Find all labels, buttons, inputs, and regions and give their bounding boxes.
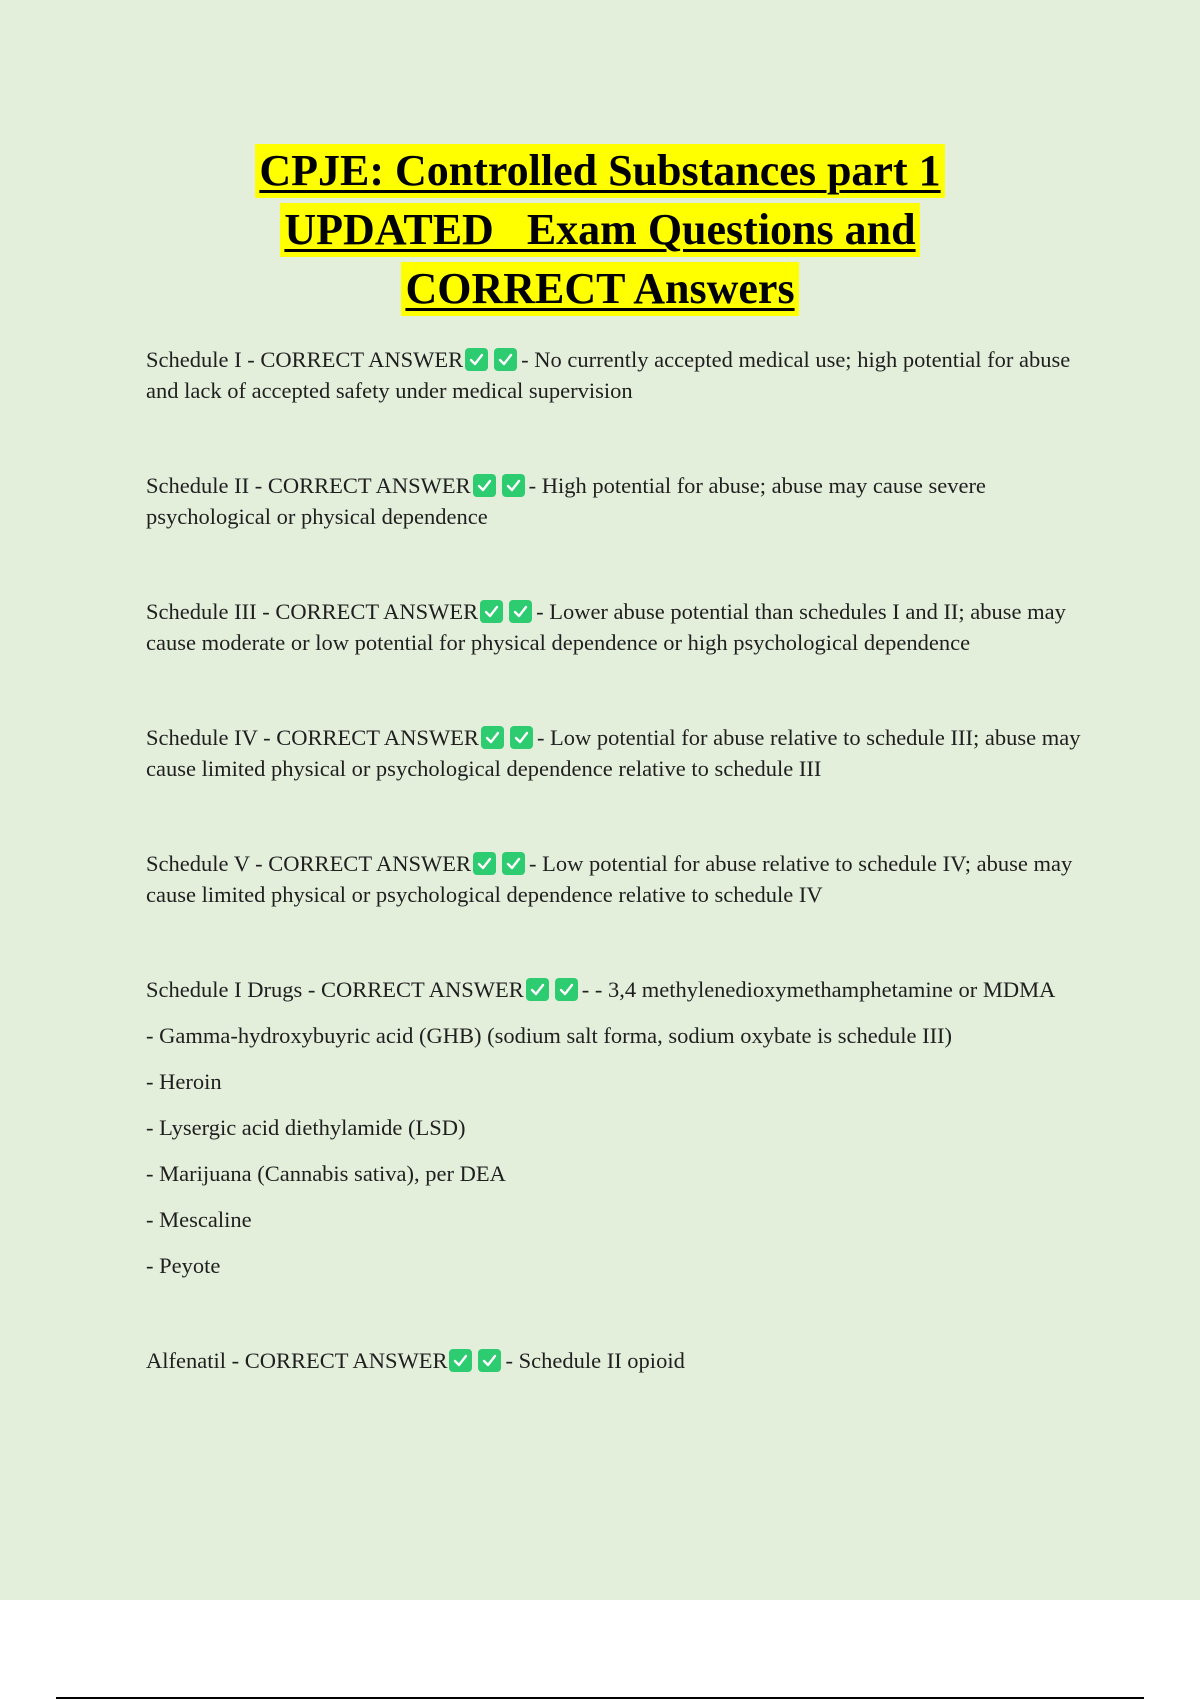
qa-term: Schedule II [146, 473, 250, 498]
title-line-1: CPJE: Controlled Substances part 1 [255, 144, 944, 198]
qa-item: Schedule V - CORRECT ANSWER - Low potential for abuse relative to schedule IV; abuse may cause limited physical or psychological dependence relative to schedule IV [146, 851, 1073, 907]
qa-answer: - - 3,4 methylenedioxymethamphetamine or MDMA [581, 977, 1056, 1002]
qa-answer: - High potential for abuse; abuse may cause severe psychological or physical dependence [146, 473, 986, 529]
drug-list-item: - Marijuana (Cannabis sativa), per DEA [146, 1161, 506, 1186]
qa-item: Schedule I - CORRECT ANSWER - No currently accepted medical use; high potential for abuse and lack of accepted safety under medical supervision [146, 347, 1071, 403]
check-box-icon [473, 852, 496, 875]
check-box-icon [502, 474, 525, 497]
drug-list-item: - Lysergic acid diethylamide (LSD) [146, 1115, 466, 1140]
drug-list-item: - Gamma-hydroxybuyric acid (GHB) (sodium salt forma, sodium oxybate is schedule III) [146, 1023, 953, 1048]
qa-item: Schedule IV - CORRECT ANSWER - Low potential for abuse relative to schedule III; abuse may cause limited physical or psychological dependence relative to schedule III [146, 725, 1081, 781]
qa-answer: - Lower abuse potential than schedules I and II; abuse may cause moderate or low potential for physical dependence or high psychological dependence [146, 599, 1066, 655]
qa-term: Schedule III [146, 599, 257, 624]
document-title [0, 144, 1200, 321]
qa-term: Schedule I [146, 347, 242, 372]
check-box-icon [480, 600, 503, 623]
check-box-icon [473, 474, 496, 497]
answer-marker: CORRECT ANSWER [275, 599, 479, 624]
title-line-3: CORRECT Answers [401, 262, 798, 316]
qa-answer: - No currently accepted medical use; high potential for abuse and lack of accepted safety under medical supervision [146, 347, 1071, 403]
check-box-icon [449, 1349, 472, 1372]
check-box-icon [465, 348, 488, 371]
check-box-icon [510, 726, 533, 749]
answer-marker: CORRECT ANSWER [320, 977, 524, 1002]
qa-item: Alfenatil - CORRECT ANSWER - Schedule II opioid [146, 1348, 685, 1373]
qa-item: Schedule II - CORRECT ANSWER - High potential for abuse; abuse may cause severe psychological or physical dependence [146, 473, 986, 529]
qa-answer: - Low potential for abuse relative to schedule IV; abuse may cause limited physical or psychological dependence relative to schedule IV [146, 851, 1073, 907]
qa-term: Alfenatil [146, 1348, 226, 1373]
answer-marker: CORRECT ANSWER [276, 725, 479, 750]
answer-marker: CORRECT ANSWER [260, 347, 464, 372]
drug-list-item: - Heroin [146, 1069, 222, 1094]
qa-list [146, 344, 1096, 1376]
schedule1-drug-list [146, 1020, 1096, 1281]
title-line-2: UPDATED Exam Questions and [280, 203, 919, 257]
check-box-icon [494, 348, 517, 371]
qa-answer: - Low potential for abuse relative to schedule III; abuse may cause limited physical or psychological dependence relative to schedule III [146, 725, 1081, 781]
qa-term: Schedule I Drugs [146, 977, 303, 1002]
check-box-icon [478, 1349, 501, 1372]
qa-term: Schedule IV [146, 725, 258, 750]
qa-item: Schedule I Drugs - CORRECT ANSWER - - 3,4 methylenedioxymethamphetamine or MDMA [146, 977, 1056, 1002]
answer-marker: CORRECT ANSWER [244, 1348, 448, 1373]
qa-answer: - Schedule II opioid [505, 1348, 685, 1373]
qa-item: Schedule III - CORRECT ANSWER - Lower abuse potential than schedules I and II; abuse may cause moderate or low potential for physical dependence or high psychological dependence [146, 599, 1066, 655]
check-box-icon [502, 852, 525, 875]
check-box-icon [481, 726, 504, 749]
drug-list-item: - Peyote [146, 1253, 221, 1278]
drug-list-item: - Mescaline [146, 1207, 252, 1232]
answer-marker: CORRECT ANSWER [267, 473, 471, 498]
check-box-icon [526, 978, 549, 1001]
qa-term: Schedule V [146, 851, 250, 876]
answer-marker: CORRECT ANSWER [268, 851, 472, 876]
footer-divider [56, 1697, 1144, 1699]
check-box-icon [555, 978, 578, 1001]
check-box-icon [509, 600, 532, 623]
